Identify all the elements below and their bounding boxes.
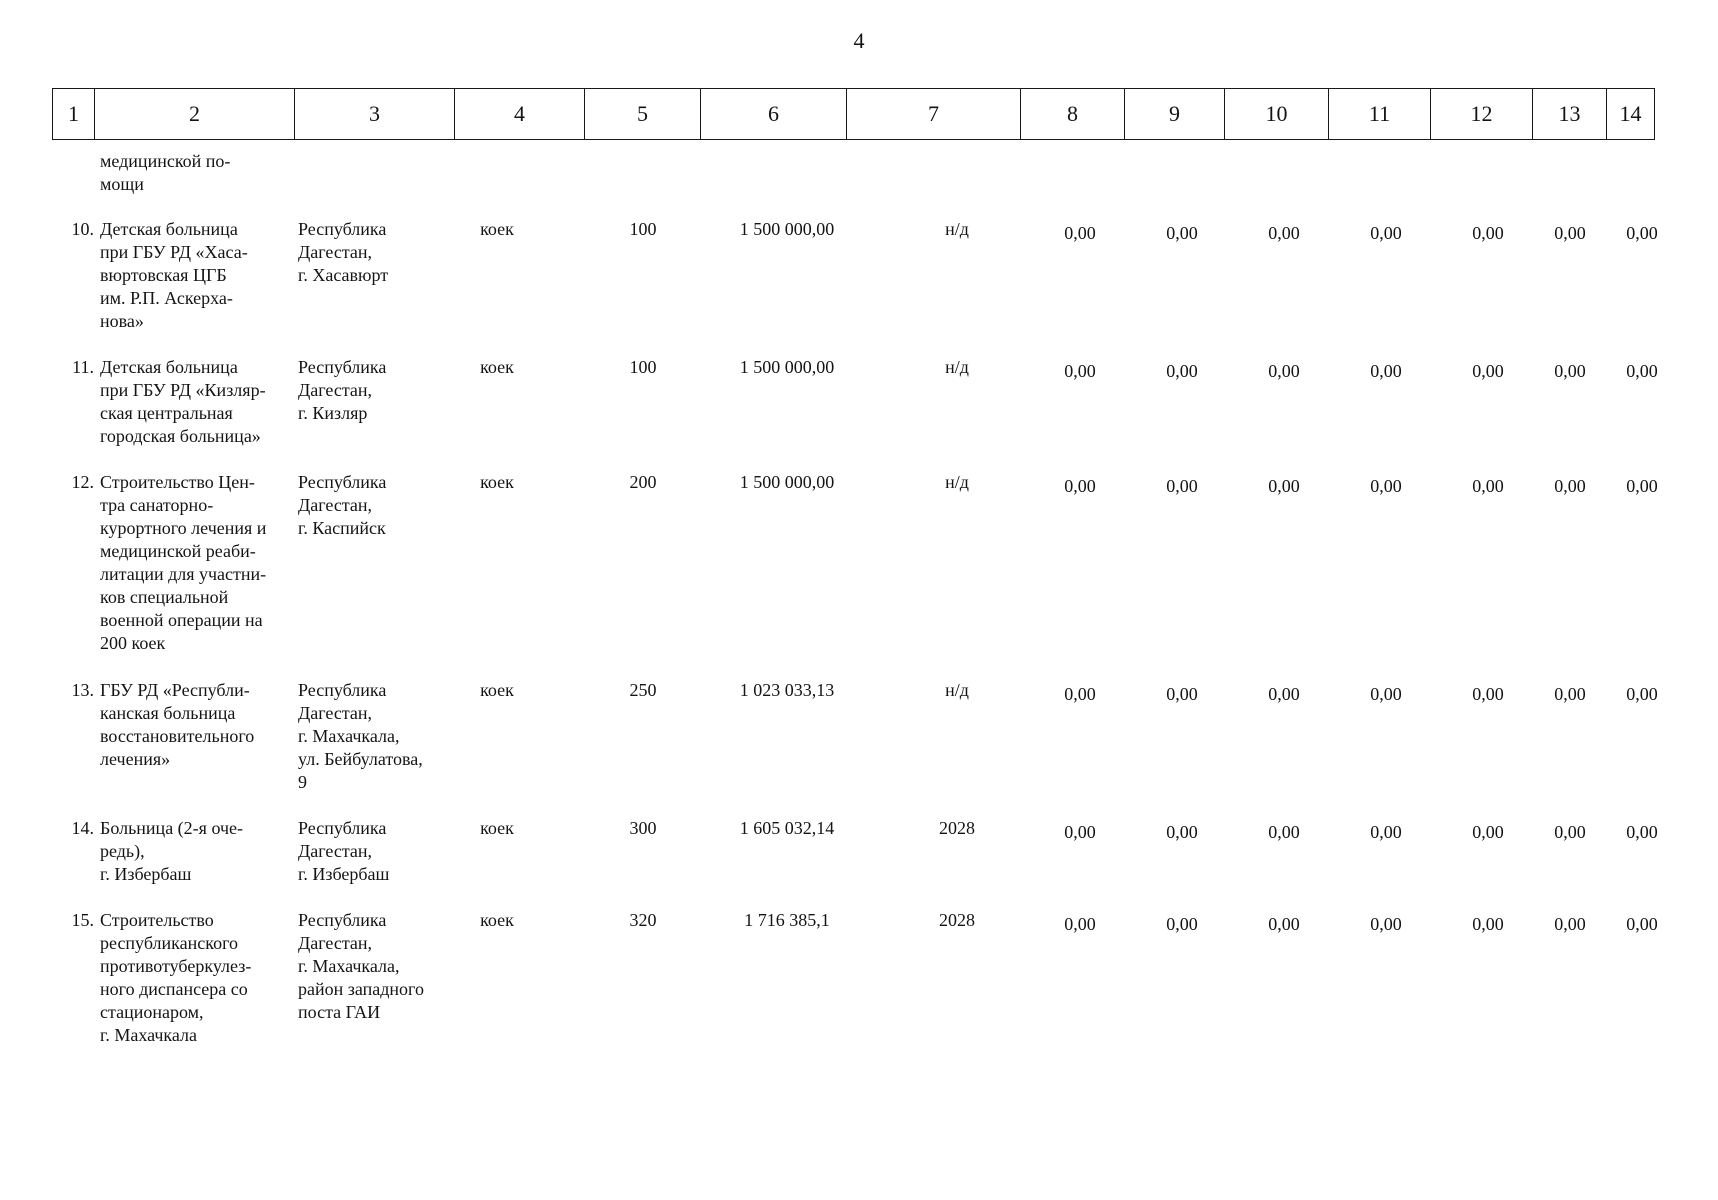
header-cell: 1 [53,89,95,140]
value-cell: 0,00 [1626,914,1658,934]
value-cell: 0,00 [1626,223,1658,243]
header-cell: 4 [455,89,585,140]
header-cell: 14 [1607,89,1655,140]
value-cell: 0,00 [1064,822,1096,842]
year-cell: н/д [945,219,969,239]
row-number: 15. [71,910,94,930]
object-name: Строительство Цен- тра санаторно- курортного лечения и медицинской реаби- литации для участни- ков специальной военной операции на 200 коек [100,472,267,653]
header-cell: 11 [1329,89,1431,140]
year-cell: н/д [945,680,969,700]
value-cell: 0,00 [1472,822,1504,842]
value-cell: 0,00 [1166,822,1198,842]
value-cell: 0,00 [1472,476,1504,496]
value-cell: 0,00 [1268,361,1300,381]
value-cell: 0,00 [1268,914,1300,934]
object-location: Республика Дагестан, г. Махачкала, район западного поста ГАИ [298,910,424,1022]
value-cell: 0,00 [1554,476,1586,496]
row-number: 14. [71,818,94,838]
value-cell: 0,00 [1554,914,1586,934]
unit-cell: коек [480,472,514,492]
cost-cell: 1 500 000,00 [739,357,835,377]
cost-cell: 1 500 000,00 [739,219,835,239]
header-cell: 8 [1021,89,1125,140]
object-name: Детская больница при ГБУ РД «Хаса- вюртовская ЦГБ им. Р.П. Аскерха- нова» [100,219,248,331]
value-cell: 0,00 [1370,822,1402,842]
unit-cell: коек [480,910,514,930]
unit-cell: коек [480,219,514,239]
value-cell: 0,00 [1554,684,1586,704]
year-cell: 2028 [939,818,975,838]
row-number: 11. [72,357,94,377]
cost-cell: 1 023 033,13 [739,680,835,700]
object-location: Республика Дагестан, г. Хасавюрт [298,219,389,285]
year-cell: н/д [945,357,969,377]
cost-cell: 1 605 032,14 [739,818,835,838]
value-cell: 0,00 [1370,223,1402,243]
value-cell: 0,00 [1626,684,1658,704]
capacity-cell: 100 [629,357,657,377]
row-number: 13. [71,680,94,700]
unit-cell: коек [480,818,514,838]
value-cell: 0,00 [1472,914,1504,934]
column-number-header [52,88,1655,140]
header-cell: 12 [1431,89,1533,140]
value-cell: 0,00 [1166,361,1198,381]
value-cell: 0,00 [1626,476,1658,496]
value-cell: 0,00 [1370,361,1402,381]
header-cell: 3 [295,89,455,140]
capacity-cell: 300 [629,818,657,838]
header-cell: 6 [701,89,847,140]
value-cell: 0,00 [1166,914,1198,934]
object-location: Республика Дагестан, г. Кизляр [298,357,387,423]
value-cell: 0,00 [1472,684,1504,704]
value-cell: 0,00 [1166,684,1198,704]
value-cell: 0,00 [1554,361,1586,381]
object-location: Республика Дагестан, г. Махачкала, ул. Бейбулатова, 9 [298,680,423,792]
value-cell: 0,00 [1064,476,1096,496]
row-number: 12. [71,472,94,492]
header-cell: 7 [847,89,1021,140]
value-cell: 0,00 [1626,361,1658,381]
value-cell: 0,00 [1268,822,1300,842]
header-row [53,89,1655,140]
row-number: 10. [71,219,94,239]
unit-cell: коек [480,680,514,700]
value-cell: 0,00 [1370,476,1402,496]
value-cell: 0,00 [1268,476,1300,496]
page-number: 4 [853,28,865,53]
cost-cell: 1 500 000,00 [739,472,835,492]
value-cell: 0,00 [1064,223,1096,243]
value-cell: 0,00 [1268,684,1300,704]
unit-cell: коек [480,357,514,377]
object-name: Строительство республиканского противотуберкулез- ного диспансера со стационаром, г. Махачкала [100,910,252,1045]
capacity-cell: 100 [629,219,657,239]
value-cell: 0,00 [1064,914,1096,934]
value-cell: 0,00 [1370,914,1402,934]
capacity-cell: 320 [629,910,657,930]
header-cell: 10 [1225,89,1329,140]
object-name: ГБУ РД «Республи- канская больница восстановительного лечения» [100,680,255,769]
value-cell: 0,00 [1370,684,1402,704]
value-cell: 0,00 [1166,223,1198,243]
object-location: Республика Дагестан, г. Каспийск [298,472,387,538]
continued-name-text: медицинской по- мощи [100,151,231,194]
value-cell: 0,00 [1064,361,1096,381]
capacity-cell: 200 [629,472,657,492]
header-cell: 13 [1533,89,1607,140]
value-cell: 0,00 [1554,822,1586,842]
value-cell: 0,00 [1626,822,1658,842]
object-name: Больница (2-я оче- редь), г. Избербаш [100,818,244,884]
value-cell: 0,00 [1472,223,1504,243]
header-cell: 2 [95,89,295,140]
cost-cell: 1 716 385,1 [744,910,830,930]
value-cell: 0,00 [1166,476,1198,496]
header-cell: 9 [1125,89,1225,140]
value-cell: 0,00 [1268,223,1300,243]
value-cell: 0,00 [1554,223,1586,243]
capacity-cell: 250 [629,680,657,700]
value-cell: 0,00 [1472,361,1504,381]
header-cell: 5 [585,89,701,140]
value-cell: 0,00 [1064,684,1096,704]
year-cell: н/д [945,472,969,492]
object-name: Детская больница при ГБУ РД «Кизляр- ская центральная городская больница» [100,357,266,446]
object-location: Республика Дагестан, г. Избербаш [298,818,390,884]
year-cell: 2028 [939,910,975,930]
